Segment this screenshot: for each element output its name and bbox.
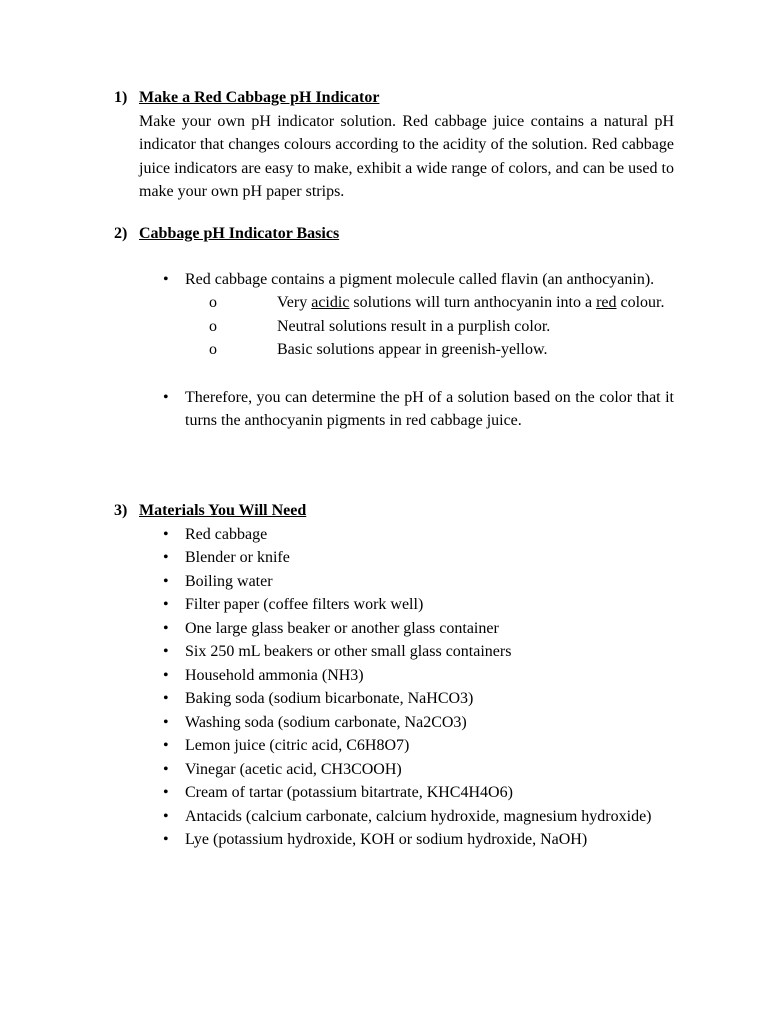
bullet-icon: • (163, 388, 169, 406)
basics-list (114, 268, 674, 433)
bullet-icon: • (163, 831, 169, 848)
bullet-icon: • (163, 713, 169, 731)
list-item (114, 664, 674, 688)
circle-bullet-icon: o (209, 317, 217, 335)
material-text: Baking soda (sodium bicarbonate, NaHCO3) (185, 690, 474, 707)
list-item (114, 546, 674, 570)
bullet-icon: • (163, 690, 169, 707)
list-item (114, 687, 674, 711)
circle-bullet-icon: o (209, 341, 217, 358)
section-number: 3) (114, 502, 128, 519)
section-materials (114, 499, 674, 852)
list-item (114, 781, 674, 805)
bullet-icon: • (163, 525, 169, 543)
material-text: Red cabbage (185, 525, 268, 543)
acidic-term: acidic (311, 294, 350, 311)
list-item (114, 734, 674, 758)
sub-text: Basic solutions appear in greenish-yellow. (277, 341, 548, 358)
list-item (114, 570, 674, 594)
bullet-text: Therefore, you can determine the pH of a solution based on the color that it turns the anthocyanin pigments in red cabbage juice. (185, 388, 674, 429)
bullet-text: Red cabbage contains a pigment molecule called flavin (an anthocyanin). (185, 270, 655, 288)
material-text: Blender or knife (185, 549, 290, 566)
list-item (114, 805, 674, 829)
bullet-icon: • (163, 596, 169, 613)
list-item (114, 617, 674, 641)
bullet-icon: • (163, 784, 169, 801)
section-make-indicator (114, 86, 674, 204)
section-title: Materials You Will Need (139, 502, 307, 519)
section-heading (114, 499, 674, 523)
sub-text: colour. (616, 294, 665, 311)
list-item (114, 758, 674, 782)
material-text: Boiling water (185, 572, 273, 590)
list-item (114, 268, 674, 362)
section-title: Make a Red Cabbage pH Indicator (139, 89, 380, 106)
sub-text: solutions will turn anthocyanin into a (349, 294, 597, 311)
list-item (114, 640, 674, 664)
section-heading (114, 86, 674, 110)
sub-list-item (209, 338, 674, 362)
section-indicator-basics (114, 222, 674, 433)
list-item (114, 711, 674, 735)
material-text: Lye (potassium hydroxide, KOH or sodium hydroxide, NaOH) (185, 831, 588, 848)
bullet-icon: • (163, 572, 169, 590)
list-item (114, 593, 674, 617)
section-number: 1) (114, 89, 128, 106)
material-text: Washing soda (sodium carbonate, Na2CO3) (185, 713, 467, 731)
bullet-icon: • (163, 549, 169, 566)
bullet-icon: • (163, 666, 169, 684)
material-text: Cream of tartar (potassium bitartrate, KHC4H4O6) (185, 784, 513, 801)
intro-paragraph: Make your own pH indicator solution. Red cabbage juice contains a natural pH indicator that changes colours according to the acidity of the solution. Red cabbage juice indicators are easy to make, exhibit a wide range of colors, and can be used to make your own pH paper strips. (139, 112, 674, 200)
bullet-icon: • (163, 807, 169, 825)
list-item (114, 386, 674, 433)
material-text: Six 250 mL beakers or other small glass containers (185, 643, 512, 660)
sub-list-item (209, 315, 674, 339)
sub-list (114, 291, 674, 362)
list-item (114, 828, 674, 852)
sub-list-item (209, 291, 674, 315)
circle-bullet-icon: o (209, 294, 217, 311)
bullet-icon: • (163, 643, 169, 660)
bullet-icon: • (163, 270, 169, 288)
materials-list (114, 523, 674, 852)
material-text: Vinegar (acetic acid, CH3COOH) (185, 760, 402, 778)
material-text: Household ammonia (NH3) (185, 666, 364, 684)
sub-text: Neutral solutions result in a purplish color. (277, 317, 551, 335)
sub-text: Very (277, 294, 312, 311)
material-text: One large glass beaker or another glass container (185, 619, 499, 637)
bullet-icon: • (163, 619, 169, 637)
section-heading (114, 222, 674, 246)
section-title: Cabbage pH Indicator Basics (139, 225, 340, 242)
material-text: Filter paper (coffee filters work well) (185, 596, 424, 613)
material-text: Antacids (calcium carbonate, calcium hydroxide, magnesium hydroxide) (185, 807, 652, 825)
section-number: 2) (114, 225, 128, 242)
list-item (114, 523, 674, 547)
material-text: Lemon juice (citric acid, C6H8O7) (185, 737, 410, 754)
bullet-icon: • (163, 737, 169, 754)
red-term: red (596, 294, 617, 311)
bullet-icon: • (163, 760, 169, 778)
